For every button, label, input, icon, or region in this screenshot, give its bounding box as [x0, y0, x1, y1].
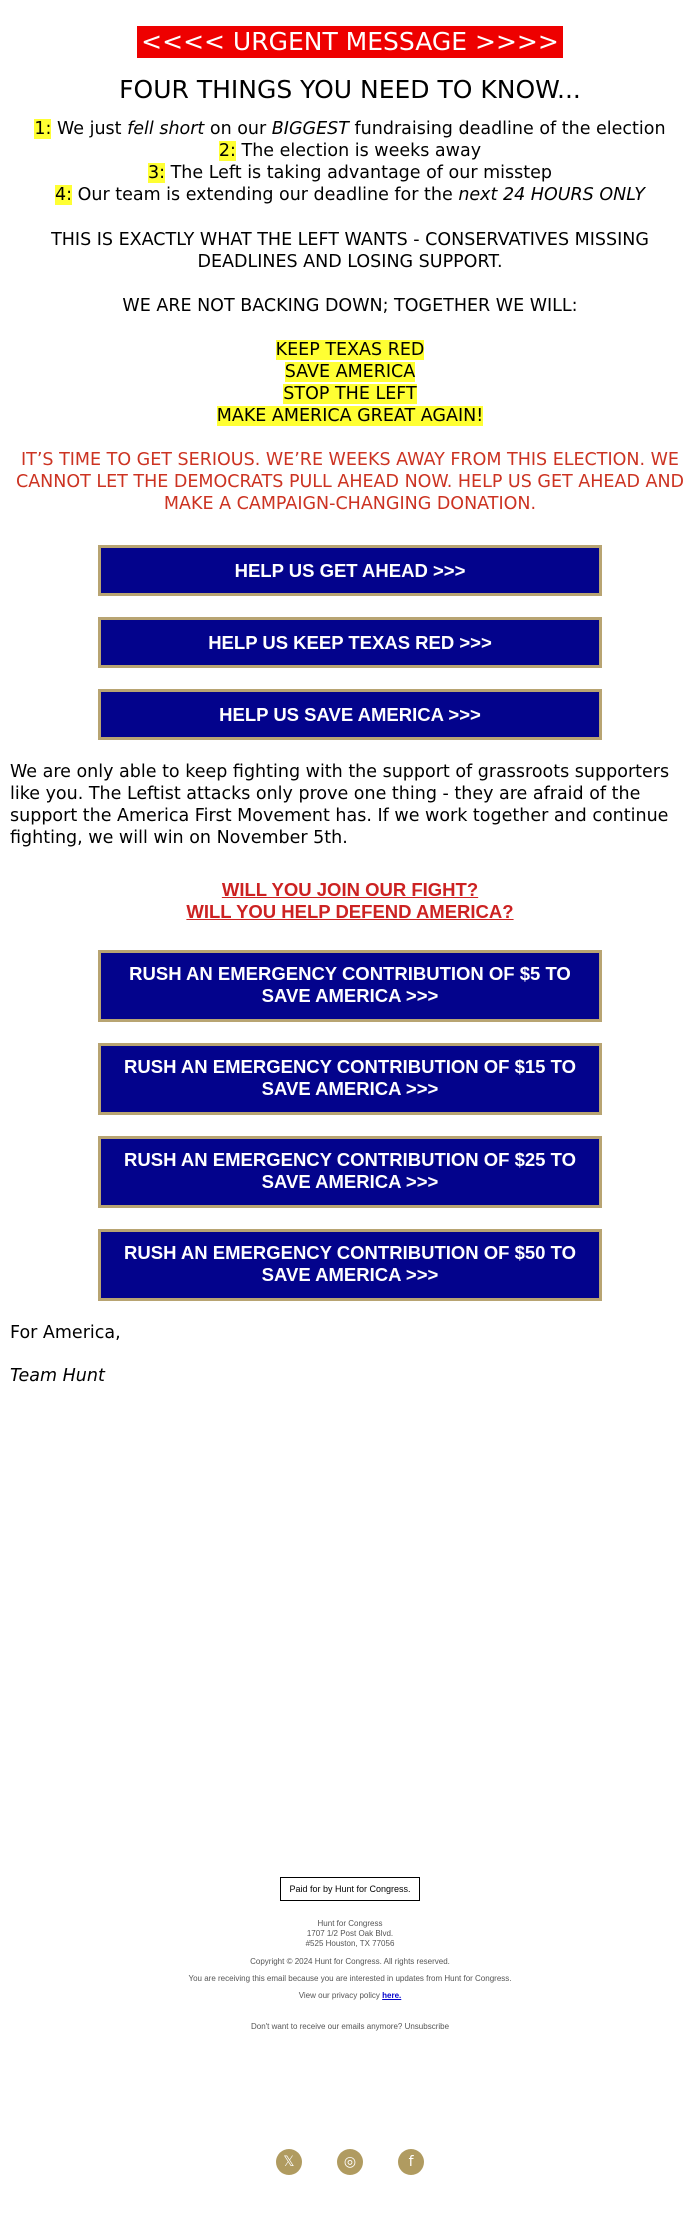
goal-item: STOP THE LEFT: [283, 384, 417, 404]
signature: Team Hunt: [10, 1366, 105, 1386]
donation-buttons: [0, 950, 700, 1301]
donate-25-button[interactable]: RUSH AN EMERGENCY CONTRIBUTION OF $25 TO SAVE AMERICA >>>: [98, 1136, 602, 1208]
fact-3: 3: The Left is taking advantage of our misstep: [148, 163, 552, 183]
left-wants-statement: THIS IS EXACTLY WHAT THE LEFT WANTS - CONSERVATIVES MISSING DEADLINES AND LOSING SUPPORT.: [51, 230, 649, 272]
privacy-link[interactable]: here.: [382, 1991, 402, 2000]
grassroots-paragraph: We are only able to keep fighting with the support of grassroots supporters like you. The Leftist attacks only prove one thing - they are afraid of the support the America First Movement has. If we work together and continue fighting, we will win on November 5th.: [10, 762, 670, 848]
cta-buttons: [0, 545, 700, 740]
headline: FOUR THINGS YOU NEED TO KNOW...: [119, 75, 581, 104]
unsubscribe-line[interactable]: Don't want to receive our emails anymore? Unsubscribe: [250, 2022, 450, 2031]
facebook-icon[interactable]: f: [398, 2149, 424, 2175]
address-block: Hunt for Congress 1707 1/2 Post Oak Blvd. #525 Houston, TX 77056: [305, 1919, 395, 1948]
social-links: [0, 2149, 700, 2175]
facts-list: [0, 118, 700, 206]
help-keep-texas-red-button[interactable]: HELP US KEEP TEXAS RED >>>: [98, 617, 602, 668]
serious-paragraph: IT’S TIME TO GET SERIOUS. WE’RE WEEKS AWAY FROM THIS ELECTION. WE CANNOT LET THE DEMOCRATS PULL AHEAD NOW. HELP US GET AHEAD AND MAKE A CAMPAIGN-CHANGING DONATION.: [15, 450, 685, 514]
goal-item: MAKE AMERICA GREAT AGAIN!: [216, 406, 484, 426]
x-icon[interactable]: 𝕏: [276, 2149, 302, 2175]
goals-list: [0, 339, 700, 427]
instagram-icon[interactable]: ◎: [337, 2149, 363, 2175]
privacy-line: View our privacy policy here.: [298, 1991, 402, 2000]
fact-4: 4: Our team is extending our deadline for the next 24 HOURS ONLY: [55, 185, 645, 205]
fact-number: 2:: [218, 141, 236, 161]
urgent-label: <<<< URGENT MESSAGE >>>>: [137, 26, 563, 58]
receiving-notice: You are receiving this email because you are interested in updates from Hunt for Congress.: [188, 1974, 512, 1983]
red-links: [0, 879, 700, 923]
goal-item: SAVE AMERICA: [284, 362, 416, 382]
defend-america-link[interactable]: WILL YOU HELP DEFEND AMERICA?: [186, 901, 514, 922]
donate-5-button[interactable]: RUSH AN EMERGENCY CONTRIBUTION OF $5 TO SAVE AMERICA >>>: [98, 950, 602, 1022]
not-backing-statement: WE ARE NOT BACKING DOWN; TOGETHER WE WILL:: [122, 296, 578, 316]
footer: [0, 1877, 700, 2031]
copyright: Copyright © 2024 Hunt for Congress. All rights reserved.: [250, 1957, 450, 1966]
fact-1: 1: We just fell short on our BIGGEST fundraising deadline of the election: [34, 119, 666, 139]
donate-15-button[interactable]: RUSH AN EMERGENCY CONTRIBUTION OF $15 TO SAVE AMERICA >>>: [98, 1043, 602, 1115]
signoff: For America,: [10, 1323, 121, 1343]
paid-for-box: Paid for by Hunt for Congress.: [280, 1877, 419, 1901]
goal-item: KEEP TEXAS RED: [275, 340, 425, 360]
fact-number: 3:: [148, 163, 166, 183]
help-get-ahead-button[interactable]: HELP US GET AHEAD >>>: [98, 545, 602, 596]
fact-number: 4:: [55, 185, 73, 205]
help-save-america-button[interactable]: HELP US SAVE AMERICA >>>: [98, 689, 602, 740]
join-fight-link[interactable]: WILL YOU JOIN OUR FIGHT?: [221, 879, 479, 900]
fact-number: 1:: [34, 119, 52, 139]
urgent-banner: [0, 0, 700, 58]
fact-2: 2: The election is weeks away: [218, 141, 482, 161]
donate-50-button[interactable]: RUSH AN EMERGENCY CONTRIBUTION OF $50 TO SAVE AMERICA >>>: [98, 1229, 602, 1301]
